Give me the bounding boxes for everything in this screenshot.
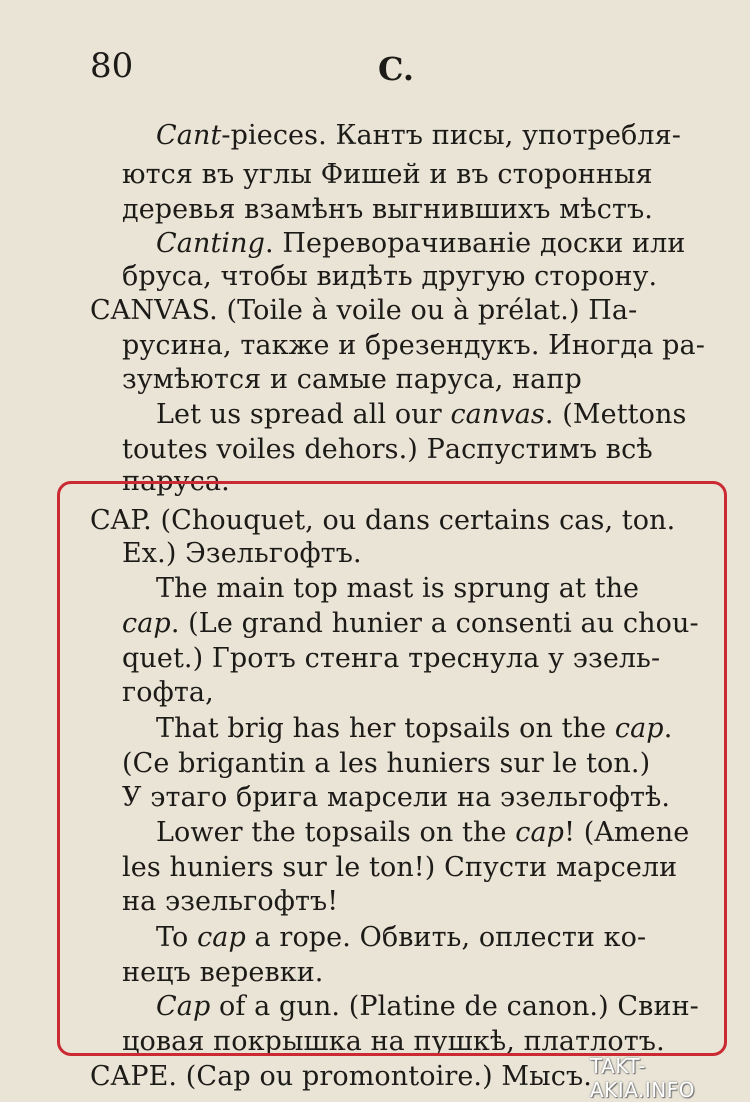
- text-line: У этаго брига марсели на эзельгофтѣ.: [122, 782, 671, 813]
- text-line: That brig has her topsails on the cap.: [156, 713, 673, 744]
- text-line: Cap of a gun. (Platine de canon.) Свин-: [156, 991, 699, 1022]
- text-line: паруса.: [122, 466, 230, 497]
- text-line: Lower the topsails on the cap! (Amene: [156, 817, 690, 848]
- text-line: русина, также и брезендукъ. Иногда ра-: [122, 330, 705, 361]
- text-line: цовая покрышка на пушкѣ, платлотъ.: [122, 1026, 665, 1057]
- page-number: 80: [90, 46, 134, 86]
- text-line: Let us spread all our canvas. (Mettons: [156, 399, 687, 430]
- text-line: на эзельгофтъ!: [122, 886, 339, 917]
- text-line: ются въ углы Фишей и въ сторонныя: [122, 159, 653, 190]
- text-line: деревья взамѣнъ выгнившихъ мѣстъ.: [122, 194, 653, 225]
- text-line: cap. (Le grand hunier a consenti au chou-: [122, 608, 699, 639]
- text-line: les huniers sur le ton!) Спусти марсели: [122, 852, 678, 883]
- text-line: нецъ веревки.: [122, 957, 324, 988]
- text-line: Ex.) Эзельгофтъ.: [122, 538, 362, 569]
- text-line: CAP. (Chouquet, ou dans certains cas, ton.: [90, 505, 676, 536]
- text-line: To cap a rope. Обвить, оплести ко-: [156, 922, 647, 953]
- text-line: Canting. Переворачиваніе доски или: [156, 228, 686, 259]
- text-line: CAPE. (Cap ou promontoire.) Мысъ.: [90, 1061, 592, 1092]
- text-line: (Ce brigantin a les huniers sur le ton.): [122, 748, 651, 779]
- section-letter: C.: [378, 50, 415, 88]
- text-line: гофта,: [122, 677, 214, 708]
- text-line: бруса, чтобы видѣть другую сторону.: [122, 261, 658, 292]
- text-line: toutes voiles dehors.) Распустимъ всѣ: [122, 434, 653, 465]
- text-line: CANVAS. (Toile à voile ou à prélat.) Па-: [90, 295, 638, 326]
- watermark: TAKT-AKIA.INFO: [590, 1054, 695, 1102]
- text-line: Cant-pieces. Кантъ писы, употребля-: [156, 120, 682, 151]
- text-line: зумѣются и самые паруса, напр: [122, 364, 582, 395]
- text-line: quet.) Гротъ стенга треснула у эзель-: [122, 643, 661, 674]
- text-line: The main top mast is sprung at the: [156, 573, 640, 604]
